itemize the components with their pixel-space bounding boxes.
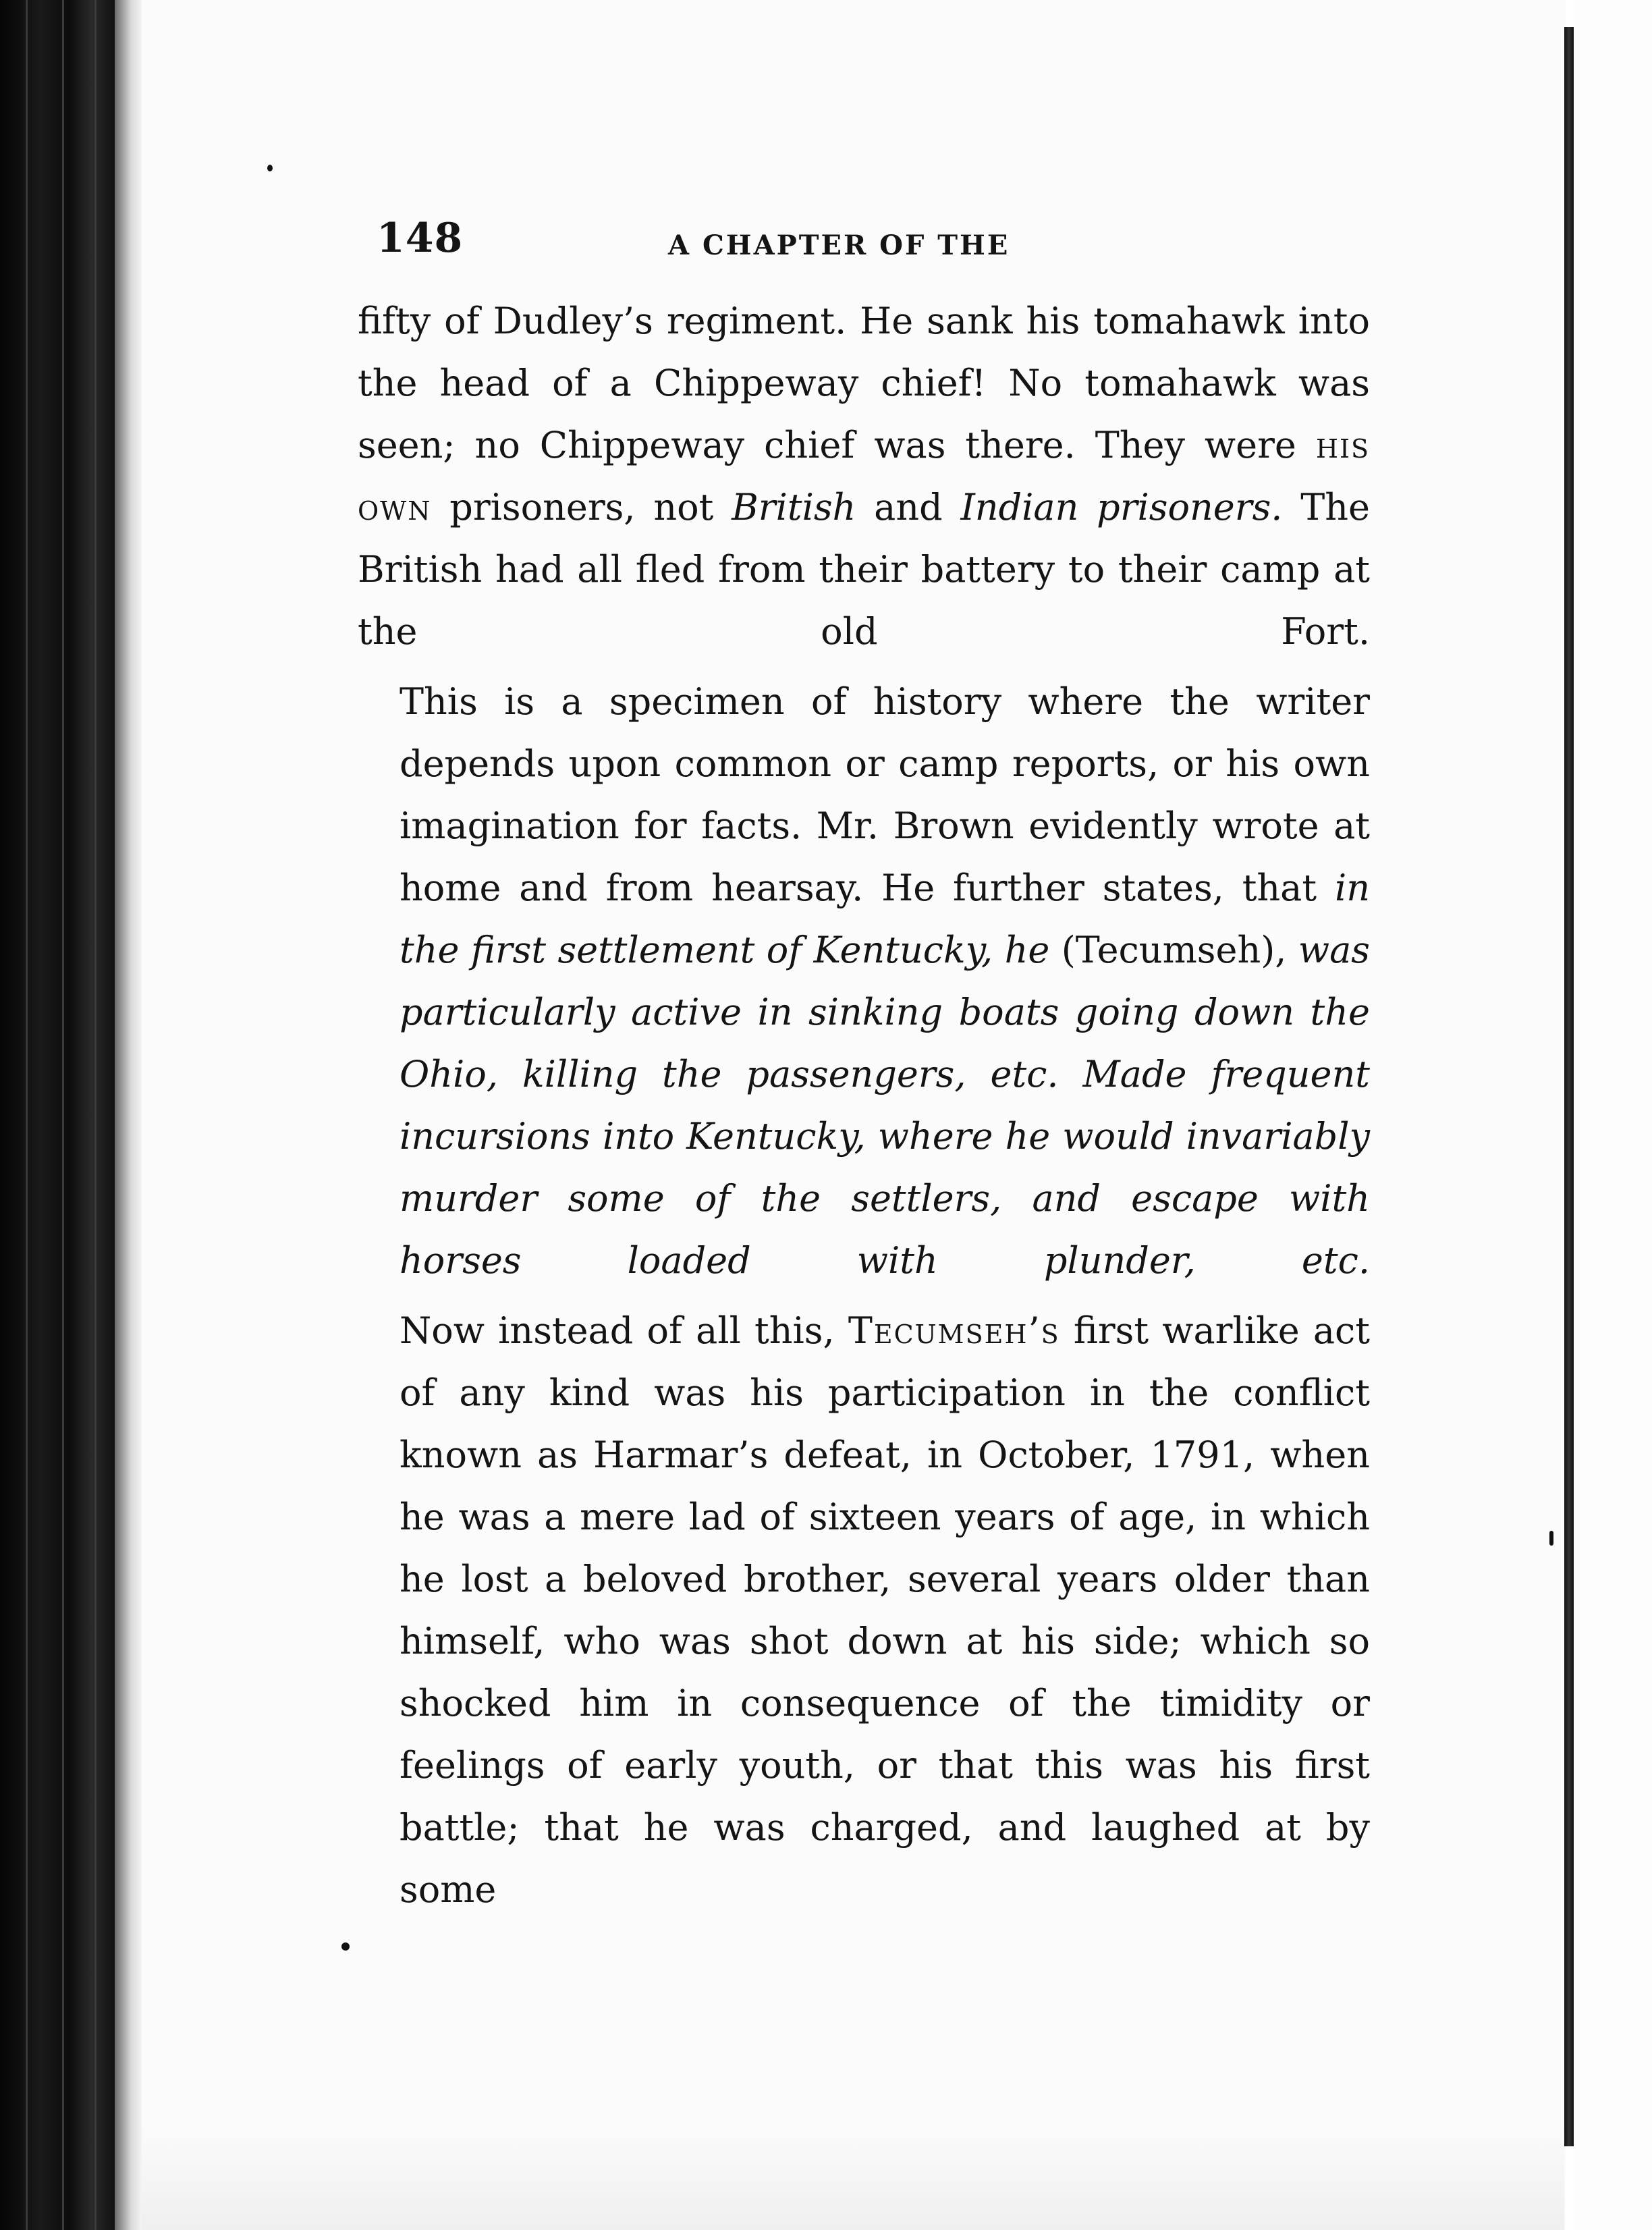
page-bottom-shade bbox=[142, 2126, 1564, 2230]
ink-speck bbox=[1549, 1531, 1553, 1546]
text-run-italic: was particularly active in sinking boats going down the Ohio, killing the passengers, etc. Made frequent incursions into Kentucky, where he would invariably murder some of the settlers, and escape with horses loaded with plunder, etc. bbox=[400, 929, 1370, 1282]
ink-speck bbox=[341, 1942, 350, 1951]
paragraph bbox=[358, 1300, 1370, 1921]
text-run: first warlike act of any kind was his participation in the conflict known as Harmar’s defeat, in October, 1791, when he was a mere lad of sixteen years of age, in which he lost a beloved brother, several years older than himself, who was shot down at his side; which so shocked him in consequence of the timidity or feelings of early youth, or that this was his first battle; that he was charged, and laughed at by some bbox=[400, 1309, 1370, 1911]
text-run: (Tecumseh), bbox=[1049, 929, 1298, 971]
text-run: fifty of Dudley’s regiment. He sank his tomahawk into the head of a Chippeway chief! No tomahawk was seen; no Chippeway chief was there. They were bbox=[358, 300, 1370, 466]
text-run-italic: Indian prisoners. bbox=[960, 486, 1283, 528]
text-run: Now instead of all this, bbox=[400, 1309, 848, 1352]
binding-streak bbox=[62, 0, 64, 2230]
paragraph bbox=[358, 290, 1370, 663]
facing-page-strip bbox=[1574, 0, 1652, 2230]
page-gutter-shadow bbox=[115, 0, 142, 2230]
book-binding bbox=[0, 0, 115, 2230]
text-run: prisoners, not bbox=[431, 486, 732, 528]
paragraph bbox=[358, 671, 1370, 1292]
text-run: The British had all fled from their battery to their camp at the old Fort. bbox=[358, 486, 1371, 653]
binding-streak bbox=[26, 0, 28, 2230]
text-run-smallcaps: Tecumseh’s bbox=[848, 1309, 1060, 1352]
ink-speck bbox=[267, 165, 273, 171]
text-run-smallcaps: his own bbox=[358, 424, 1370, 528]
text-run-italic: in the first settlement of Kentucky, he bbox=[400, 867, 1370, 971]
page-right-edge bbox=[1564, 27, 1574, 2146]
body-text bbox=[358, 290, 1370, 1929]
page-header bbox=[377, 215, 1369, 269]
text-run-italic: British bbox=[732, 486, 856, 528]
text-run: and bbox=[856, 486, 961, 528]
page-number: 148 bbox=[377, 215, 464, 262]
running-head: A CHAPTER OF THE bbox=[668, 229, 1010, 261]
text-run: This is a specimen of history where the writer depends upon common or camp reports, or his own imagination for facts. Mr. Brown evidently wrote at home and from hearsay. He further states, that bbox=[400, 680, 1370, 909]
binding-streak bbox=[94, 0, 97, 2230]
